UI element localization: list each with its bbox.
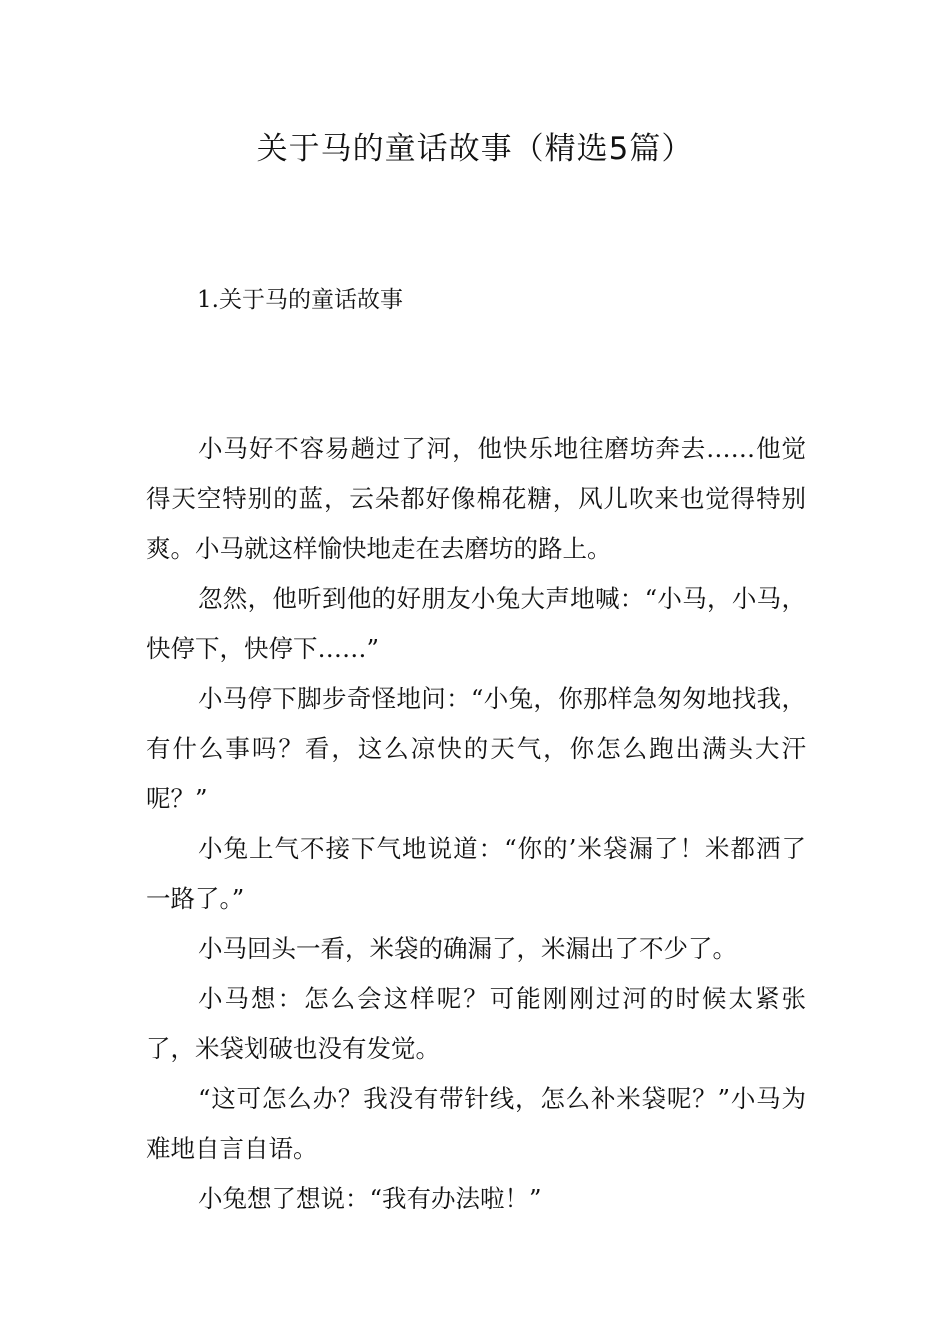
paragraph: 小兔想了想说：“我有办法啦！” xyxy=(198,1184,542,1213)
document-title: 关于马的童话故事（精选5篇） xyxy=(256,131,694,167)
story-body xyxy=(146,424,806,1224)
paragraph: “这可怎么办？我没有带针线，怎么补米袋呢？”小马为难地自言自语。 xyxy=(146,1084,806,1163)
paragraph: 小马好不容易趟过了河，他快乐地往磨坊奔去……他觉得天空特别的蓝，云朵都好像棉花糖，风儿吹来也觉得特别爽。小马就这样愉快地走在去磨坊的路上。 xyxy=(146,434,806,563)
paragraph: 小兔上气不接下气地说道：“你的’米袋漏了！米都洒了一路了。” xyxy=(146,834,806,913)
paragraph: 小马想：怎么会这样呢？可能刚刚过河的时候太紧张了，米袋划破也没有发觉。 xyxy=(146,984,806,1063)
paragraph: 小马回头一看，米袋的确漏了，米漏出了不少了。 xyxy=(198,934,737,963)
section-heading: 1.关于马的童话故事 xyxy=(197,287,403,313)
paragraph: 忽然，他听到他的好朋友小兔大声地喊：“小马，小马，快停下，快停下……” xyxy=(146,584,806,663)
paragraph: 小马停下脚步奇怪地问：“小兔，你那样急匆匆地找我，有什么事吗？看，这么凉快的天气，你怎么跑出满头大汗呢？” xyxy=(146,684,806,813)
